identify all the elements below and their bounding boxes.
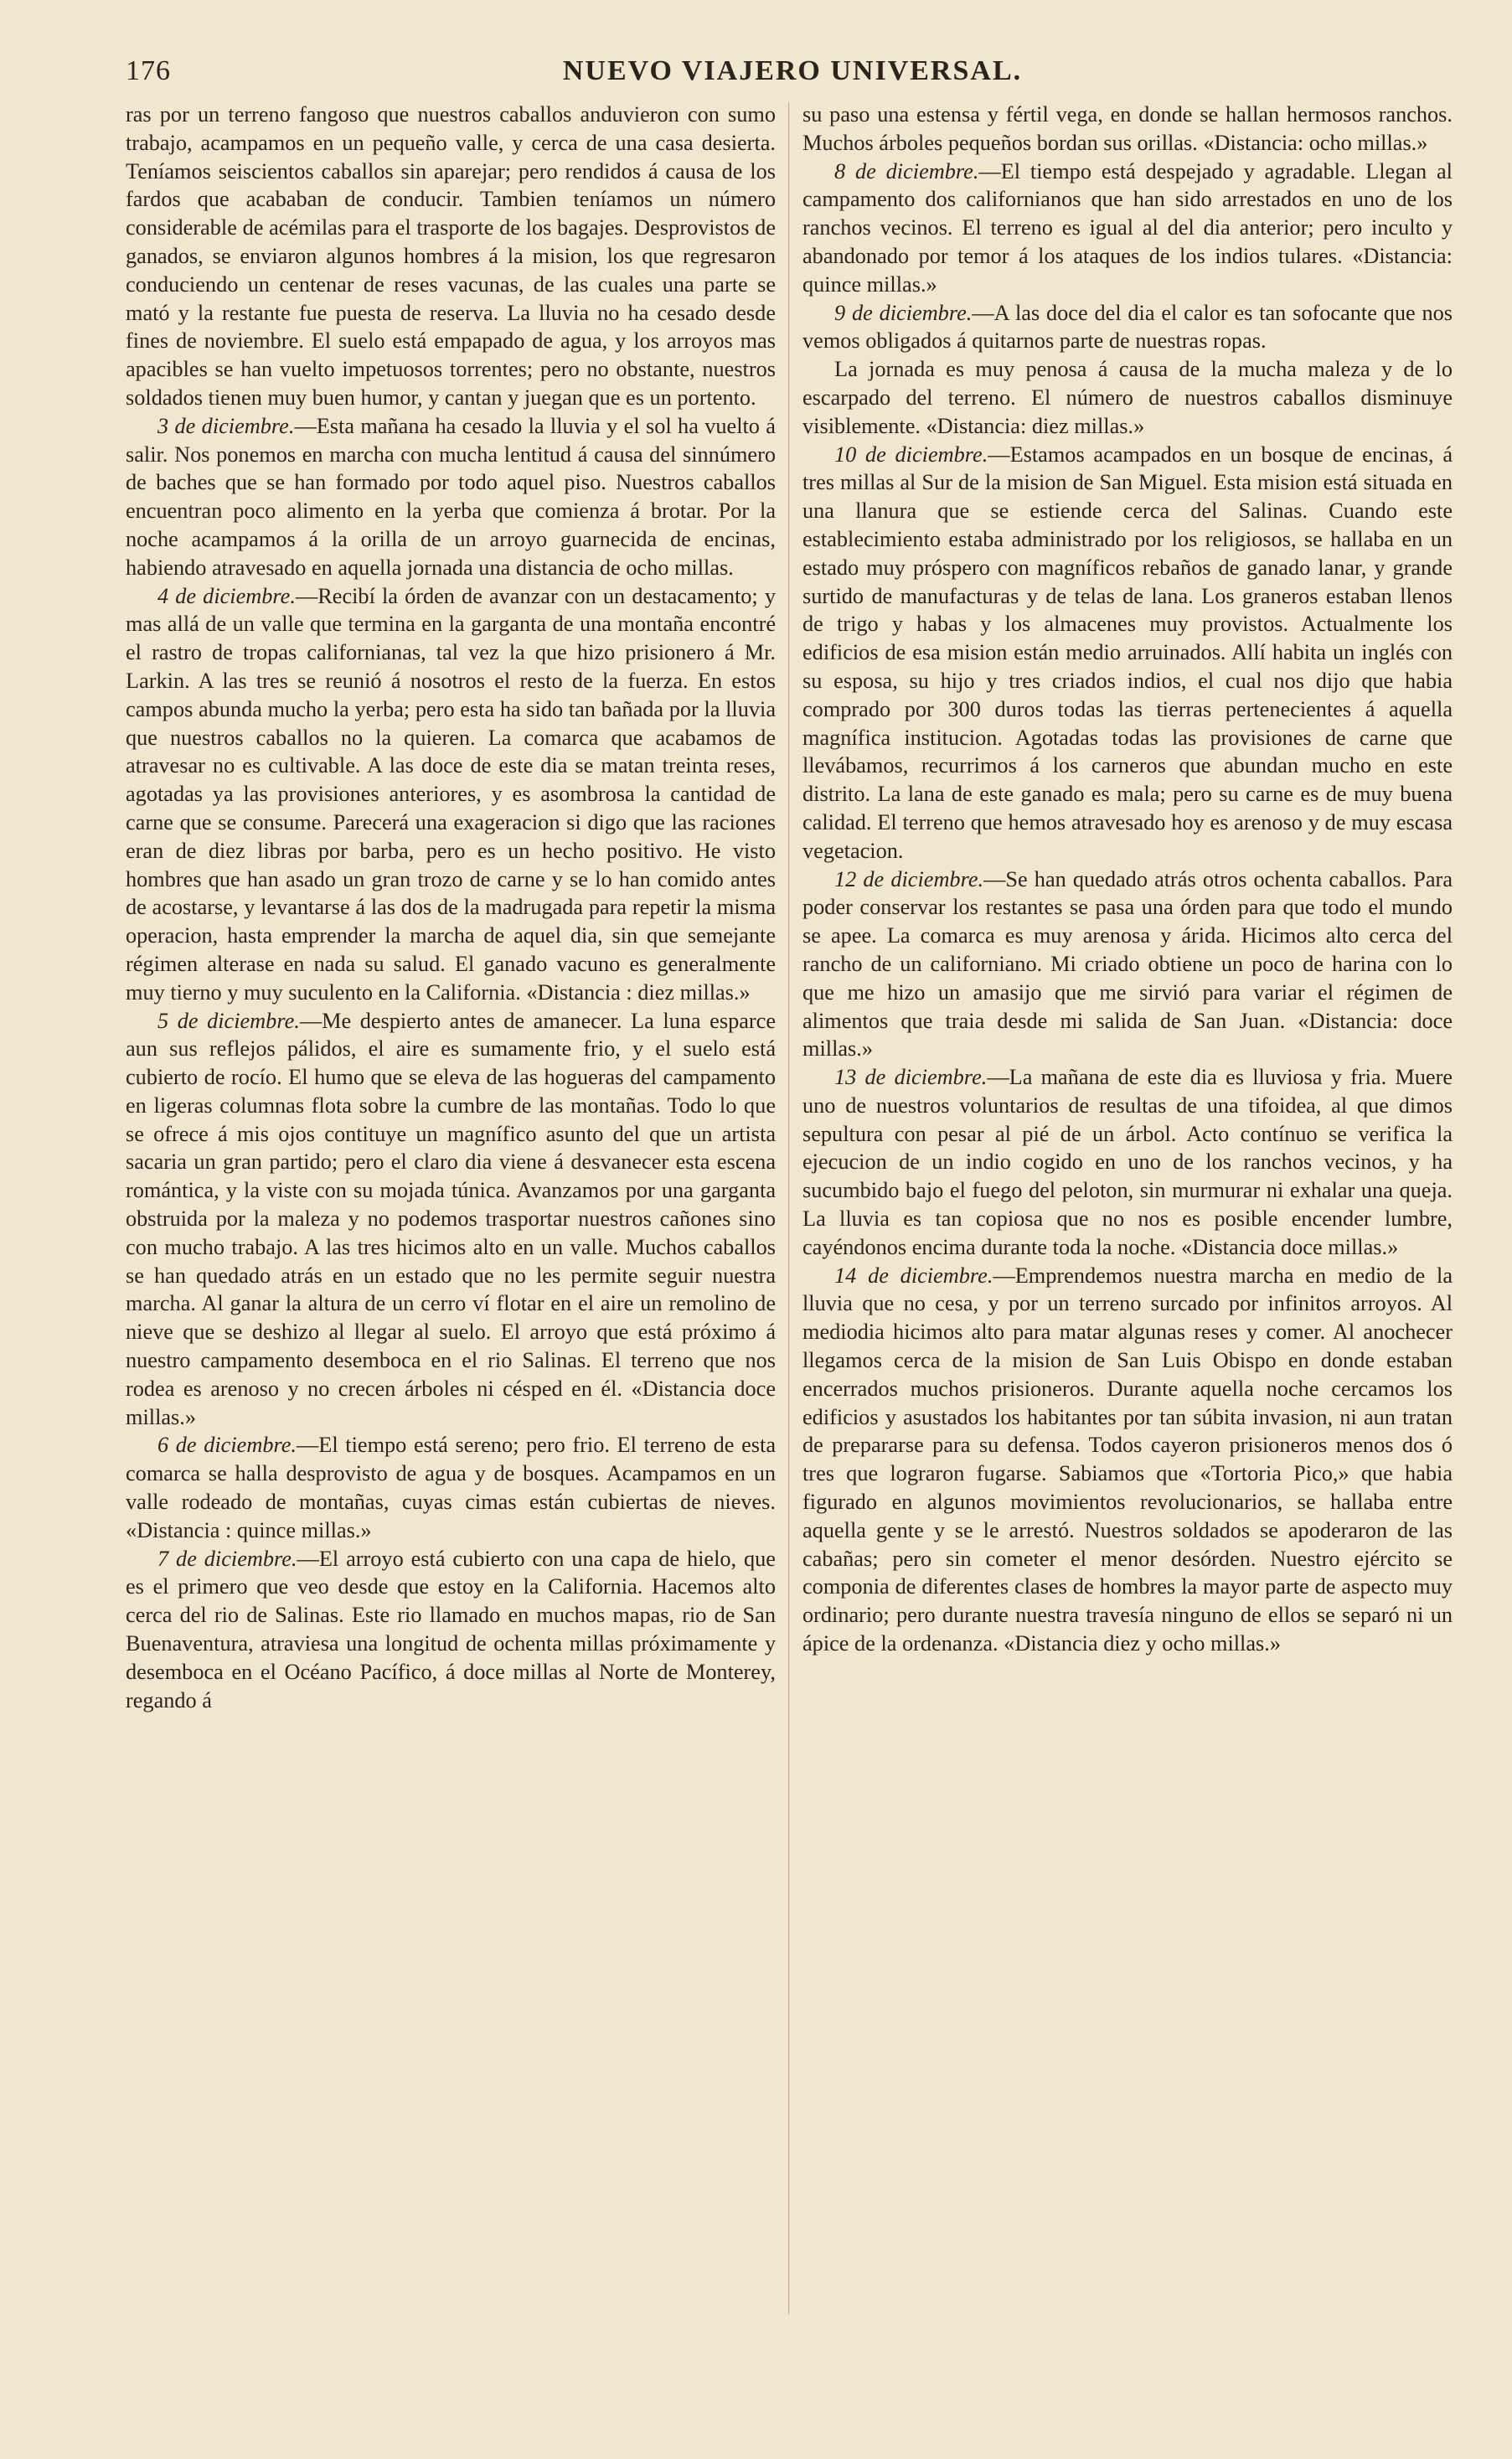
entry-date: 8 de diciembre. [834, 158, 979, 183]
diary-entry [802, 158, 1453, 299]
diary-entry [126, 1545, 776, 1715]
entry-text: —Recibí la órden de avanzar con un destacamento; y mas allá de un valle que termina en la garganta de una montaña encontré el rastro de tropas californianas, tal vez la que hizo prisionero á Mr. Larkin. A las tres se reunió á nosotros el resto de la fuerza. En estos campos abunda mucho la yerba; pero esta ha sido tan bañada por la lluvia que nuestros caballos no la quieren. La comarca que acabamos de atravesar no es cultivable. A las doce de este dia se matan treinta reses, agotadas ya las provisiones anteriores, y es asombrosa la cantidad de carne que se consume. Parecerá una exageracion si digo que las raciones eran de diez libras por barba, pero es un hecho positivo. He visto hombres que han asado un gran trozo de carne y se lo han comido antes de acostarse, y levantarse á las dos de la madrugada para repetir la misma operacion, hasta emprender la marcha de aquel dia, sin que semejante régimen alterase en nada su salud. El ganado vacuno es generalmente muy tierno y muy suculento en la California. «Distancia : diez millas.» [126, 583, 776, 1005]
entry-text: —Esta mañana ha cesado la lluvia y el sol ha vuelto á salir. Nos ponemos en marcha con mucha lentitud á causa del sinnúmero de baches que se han formado por todo aquel piso. Nuestros caballos encuentran poco alimento en la yerba que comienza á brotar. Por la noche acampamos á la orilla de un arroyo guarnecida de encinas, habiendo atravesado en aquella jornada una distancia de ocho millas. [126, 413, 776, 580]
left-column [126, 101, 776, 1714]
entry-date: 7 de diciembre. [157, 1546, 297, 1571]
entry-date: 5 de diciembre. [157, 1008, 300, 1033]
diary-entry [126, 1431, 776, 1544]
entry-text: —Se han quedado atrás otros ochenta caballos. Para poder conservar los restantes se pasa una órden para que todo el mundo se apee. La comarca es muy arenosa y árida. Hicimos alto cerca del rancho de un californiano. Mi criado obtiene un poco de harina con lo que me hizo un amasijo que me sirvió para variar el régimen de alimentos que traia desde mi salida de San Juan. «Distancia: doce millas.» [802, 866, 1453, 1062]
entry-text: —Emprendemos nuestra marcha en medio de la lluvia que no cesa, y por un terreno surcado por infinitos arroyos. Al mediodia hicimos alto para matar algunas reses y comer. Al anochecer llegamos cerca de la mision de San Luis Obispo en donde estaban encerrados muchos prisioneros. Durante aquella noche cercamos los edificios y asustados los habitantes por tan súbita invasion, ni aun tratan de prepararse para su defensa. Todos cayeron prisioneros menos dos ó tres que lograron fugarse. Sabiamos que «Tortoria Pico,» que habia figurado en algunos movimientos revolucionarios, se hallaba entre aquella gente y se le arrestó. Nuestros soldados se apoderaron de las cabañas; pero sin cometer el menor desórden. Nuestro ejército se componia de diferentes clases de hombres la mayor parte de aspecto muy ordinario; pero durante nuestra travesía ninguno de ellos se separó ni un ápice de la ordenanza. «Distancia diez y ocho millas.» [802, 1263, 1453, 1656]
diary-entry [802, 441, 1453, 865]
running-head [126, 55, 1459, 96]
diary-entry [802, 1063, 1453, 1262]
diary-entry [802, 1262, 1453, 1658]
entry-date: 10 de diciembre. [834, 442, 988, 467]
entry-date: 14 de diciembre. [834, 1263, 993, 1288]
entry-date: 6 de diciembre. [157, 1433, 297, 1458]
column-divider [788, 102, 789, 2314]
paragraph-text: La jornada es muy penosa á causa de la mucha maleza y de lo escarpado del terreno. El número de nuestros caballos disminuye visiblemente. «Distancia: diez millas.» [802, 357, 1453, 438]
entry-date: 12 de diciembre. [834, 866, 984, 891]
entry-text: —El tiempo está sereno; pero frio. El terreno de esta comarca se halla desprovisto de agua y de bosques. Acampamos en un valle rodeado de montañas, cuyas cimas están cubiertas de nieves. «Distancia : quince millas.» [126, 1433, 776, 1542]
entry-text: —El tiempo está despejado y agradable. Llegan al campamento dos californianos que han sido arrestados en uno de los ranchos vecinos. El terreno es igual al del dia anterior; pero inculto y abandonado por temor á los ataques de los indios tulares. «Distancia: quince millas.» [802, 158, 1453, 297]
diary-entry [126, 412, 776, 582]
paragraph [802, 101, 1453, 158]
entry-text: —A las doce del dia el calor es tan sofocante que nos vemos obligados á quitarnos parte de nuestras ropas. [802, 300, 1453, 354]
paragraph [802, 355, 1453, 440]
diary-entry [126, 1007, 776, 1432]
entry-date: 13 de diciembre. [834, 1065, 988, 1090]
paragraph-text: ras por un terreno fangoso que nuestros caballos anduvieron con sumo trabajo, acampamos en un pequeño valle, y cerca de una casa desierta. Teníamos seiscientos caballos sin aparejar; pero rendidos á causa de los fardos que acababan de conducir. Tambien teníamos un número considerable de acémilas para el trasporte de los bagajes. Desprovistos de ganados, se enviaron algunos hombres á la mision, los que regresaron conduciendo un centenar de reses vacunas, de las cuales una parte se mató y la restante fue puesta de reserva. La lluvia no ha cesado desde fines de noviembre. El suelo está empapado de agua, y los arroyos mas apacibles se han vuelto impetuosos torrentes; pero no obstante, nuestros soldados tienen muy buen humor, y cantan y juegan que es un portento. [126, 102, 776, 410]
entry-text: —El arroyo está cubierto con una capa de hielo, que es el primero que veo desde que estoy en la California. Hacemos alto cerca del rio de Salinas. Este rio llamado en muchos mapas, rio de San Buenaventura, atraviesa una longitud de ochenta millas próximamente y desemboca en el Océano Pacífico, á doce millas al Norte de Monterey, regando á [126, 1546, 776, 1713]
entry-text: —Estamos acampados en un bosque de encinas, á tres millas al Sur de la mision de San Miguel. Esta mision está situada en una llanura que se estiende cerca del Salinas. Cuando este establecimiento estaba administrado por los religiosos, se hallaba en un estado muy próspero con magníficos rebaños de ganado lanar, y grande surtido de manufacturas y de telas de lana. Los graneros estaban llenos de trigo y habas y los almacenes muy provistos. Actualmente los edificios de esa mision están medio arruinados. Allí habita un inglés con su esposa, su hijo y tres criados indios, el cual nos dijo que habia comprado por 300 duros todas las tierras pertenecientes á aquella magnífica institucion. Agotadas todas las provisiones de carne que llevábamos, recurrimos á los carneros que abundan mucho en este distrito. La lana de este ganado es mala; pero su carne es de muy buena calidad. El terreno que hemos atravesado hoy es arenoso y de muy escasa vegetacion. [802, 442, 1453, 863]
diary-entry [802, 865, 1453, 1064]
paragraph-text: su paso una estensa y fértil vega, en donde se hallan hermosos ranchos. Muchos árboles pequeños bordan sus orillas. «Distancia: ocho millas.» [802, 102, 1453, 155]
running-title: NUEVO VIAJERO UNIVERSAL. [562, 55, 1023, 86]
paragraph [126, 101, 776, 412]
right-column [802, 101, 1453, 1658]
diary-entry [802, 299, 1453, 356]
entry-date: 4 de diciembre. [157, 583, 296, 608]
diary-entry [126, 582, 776, 1007]
entry-text: —La mañana de este dia es lluviosa y fria. Muere uno de nuestros voluntarios de resultas de una tifoidea, al que dimos sepultura con pesar al pié de un árbol. Acto contínuo se verifica la ejecucion de un indio cogido en uno de los ranchos vecinos, y ha sucumbido bajo el fuego del peloton, sin murmurar ni exhalar una queja. La lluvia es tan copiosa que no nos es posible encender lumbre, cayéndonos encima durante toda la noche. «Distancia doce millas.» [802, 1065, 1453, 1259]
entry-date: 3 de diciembre. [157, 413, 295, 438]
entry-text: —Me despierto antes de amanecer. La luna esparce aun sus reflejos pálidos, el aire es sumamente frio, y el suelo está cubierto de rocío. El humo que se eleva de las hogueras del campamento en ligeras columnas flota sobre la cumbre de las montañas. Todo lo que se ofrece á mis ojos contituye un magnífico asunto del que un artista sacaria un gran partido; pero el claro dia viene á desvanecer esta escena romántica, y la viste con su mojada túnica. Avanzamos por una garganta obstruida por la maleza y no podemos trasportar nuestros cañones sino con mucho trabajo. A las tres hicimos alto en un valle. Muchos caballos se han quedado atrás en un estado que no les permite seguir nuestra marcha. Al ganar la altura de un cerro ví flotar en el aire un remolino de nieve que se deshizo al llegar al suelo. El arroyo que está próximo á nuestro campamento desemboca en el rio Salinas. El terreno que nos rodea es arenoso y no crecen árboles ni césped en él. «Distancia doce millas.» [126, 1008, 776, 1429]
page-number: 176 [126, 55, 171, 86]
entry-date: 9 de diciembre. [834, 300, 973, 325]
